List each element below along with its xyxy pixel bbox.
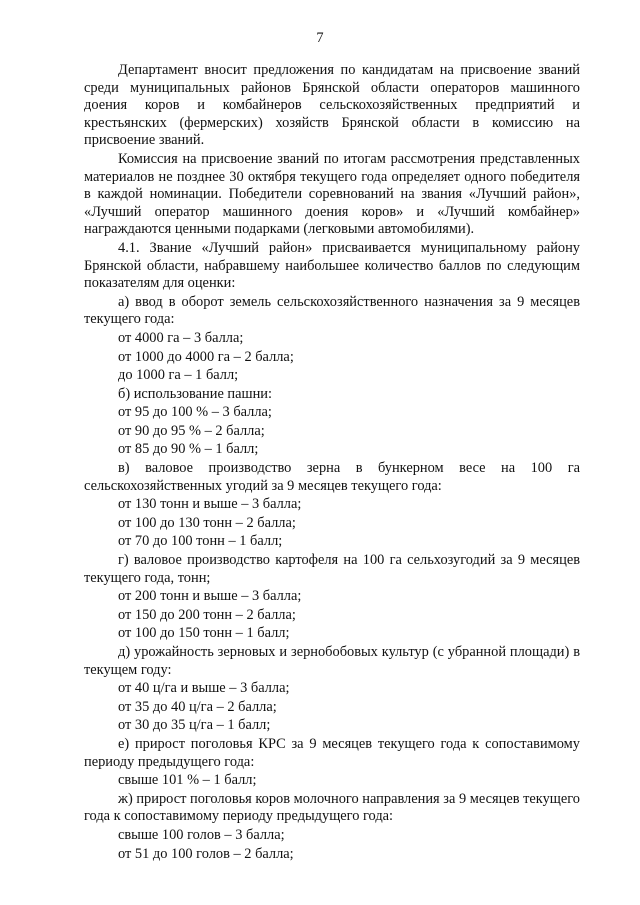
list-item: от 100 до 150 тонн – 1 балл; [118, 625, 290, 642]
list-item: от 30 до 35 ц/га – 1 балл; [118, 717, 271, 734]
paragraph-department: Департамент вносит предложения по кандидатам на присвоение званий среди муниципальных районов Брянской области операторов машинного доения коров и комбайнеров сельскохозяйственных предприятий и крестьянских (фермерских) хозяйств Брянской области в комиссию на присвоение званий. [84, 62, 580, 149]
list-item: от 90 до 95 % – 2 балла; [118, 422, 265, 439]
list-item: от 85 до 90 % – 1 балл; [118, 441, 259, 458]
list-item: свыше 101 % – 1 балл; [118, 772, 257, 789]
criterion-g: г) валовое производство картофеля на 100 га сельхозугодий за 9 месяцев текущего года, тонн; [84, 552, 580, 586]
list-item: от 150 до 200 тонн – 2 балла; [118, 606, 296, 623]
list-item: от 70 до 100 тонн – 1 балл; [118, 533, 283, 550]
criterion-d: д) урожайность зерновых и зернобобовых культур (с убранной площади) в текущем году: [84, 644, 580, 678]
paragraph-best-district: 4.1. Звание «Лучший район» присваивается муниципальному району Брянской области, набравшему наибольшее количество баллов по следующим показателям для оценки: [84, 239, 580, 292]
list-item: от 40 ц/га и выше – 3 балла; [118, 680, 290, 697]
list-item: от 95 до 100 % – 3 балла; [118, 404, 272, 421]
paragraph-commission: Комиссия на присвоение званий по итогам рассмотрения представленных материалов не позднее 30 октября текущего года определяет одного победителя в каждой номинации. Победители соревнований на звания «Лучший район», «Лучший оператор машинного доения коров» и «Лучший комбайнер» награждаются ценными подарками (легковыми автомобилями). [84, 150, 580, 238]
list-item: от 51 до 100 голов – 2 балла; [118, 845, 294, 862]
list-item: до 1000 га – 1 балл; [118, 367, 239, 384]
page-number: 7 [316, 30, 324, 46]
list-item: от 35 до 40 ц/га – 2 балла; [118, 698, 277, 715]
list-item: от 200 тонн и выше – 3 балла; [118, 588, 302, 605]
list-item: от 100 до 130 тонн – 2 балла; [118, 514, 296, 531]
criterion-e: е) прирост поголовья КРС за 9 месяцев текущего года к сопоставимому периоду предыдущего года: [84, 735, 580, 770]
criterion-zh: ж) прирост поголовья коров молочного направления за 9 месяцев текущего года к сопоставимому периоду предыдущего года: [84, 790, 580, 825]
list-item: от 4000 га – 3 балла; [118, 329, 244, 346]
list-item: свыше 100 голов – 3 балла; [118, 826, 285, 843]
list-item: от 130 тонн и выше – 3 балла; [118, 496, 302, 513]
criterion-v: в) валовое производство зерна в бункерном весе на 100 га сельскохозяйственных угодий за 9 месяцев текущего года: [84, 460, 580, 494]
criterion-a: а) ввод в оборот земель сельскохозяйственного назначения за 9 месяцев текущего года: [84, 293, 580, 328]
criterion-b: б) использование пашни: [118, 385, 272, 402]
list-item: от 1000 до 4000 га – 2 балла; [118, 348, 294, 365]
document-body [84, 62, 580, 864]
